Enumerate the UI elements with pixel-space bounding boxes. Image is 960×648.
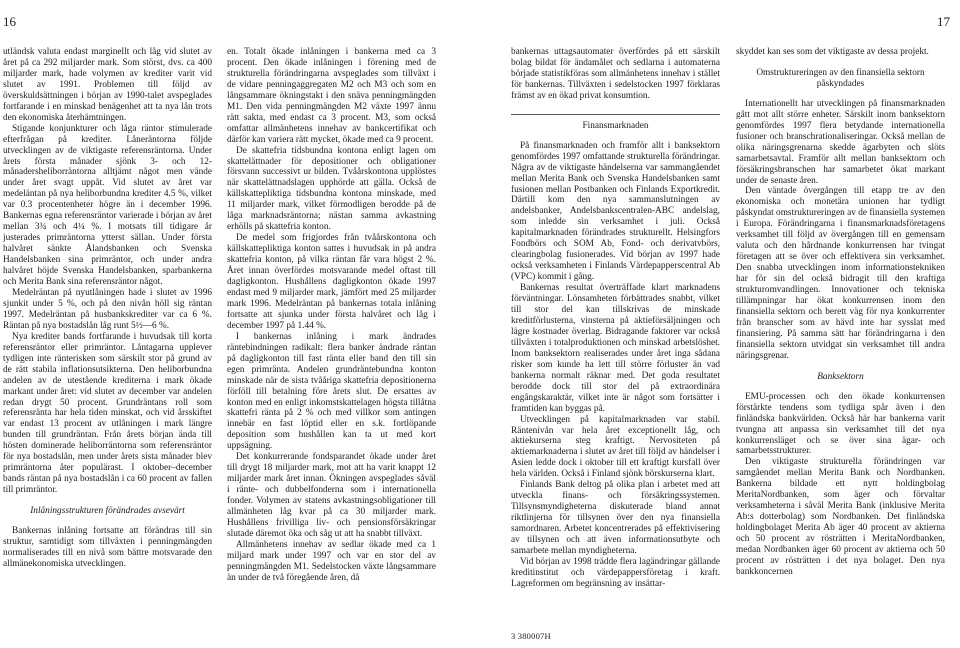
paragraph: EMU-processen och den ökade konkurrensen förstärkte tendens som tydliga spår även i den finländska bankvärlden. Också här har bankerna varit tvungna att anpassa sin verksamhet till det nya konkurrensläget och se över sina ägar- och samarbetsstrukturer. — [736, 391, 945, 457]
section-heading: Omstruktureringen av den finansiella sektorn påskyndades — [756, 67, 925, 89]
text-column-3 — [511, 47, 720, 643]
paragraph: Utvecklingen på kapitalmarknaden var stabil. Räntenivån var hela året exceptionellt låg, och aktiekurserna steg kraftigt. Nervositeten på aktiemarknaderna i slutet av året till följd av händelser i Asien ledde dock i oktober till ett kraftigt kursfall över hela världen. Också i Finland sjönk börskurserna klart. — [511, 414, 720, 480]
paragraph: bankernas uttagsautomater överfördes på ett särskilt bolag bildat för ändamålet och sedlarna i automaterna började statistikföras som allmänhetens innehav i stället för bankernas. Tillväxten i sedelstocken 1997 förklaras främst av en ökad privat konsumtion. — [511, 47, 720, 101]
text-column-2 — [227, 47, 436, 643]
section-heading: Banksektorn — [817, 371, 864, 382]
paragraph: Bankernas resultat överträffade klart marknadens förväntningar. Lönsamheten förbättrades snabbt, vilket till stor del kan tillskrivas de minskade kreditförlusterna, vinsterna på aktieförsäljningen och lägre kostnader överlag. Bidragande faktorer var också tillväxten i totalproduktionen och minskad arbetslöshet. Inom banksektorn realiserades under året inga sådana risker som kunde ha lett till större förluster än vad bankerna normalt räknar med. Det goda resultatet berodde dock till stor del på extraordinära engångskaraktär, vilket inte är något som fortsätter i framtiden kan byggas på. — [511, 283, 720, 414]
text-column-4 — [736, 47, 945, 643]
page-number-right: 17 — [937, 14, 950, 29]
paragraph: en. Totalt ökade inlåningen i bankerna med ca 3 procent. Den ökade inlåningen i förening med de strukturella förändringarna avspeglades som tillväxt i de vidare penningaggregaten M2 och M3 och som en långsammare ökningstakt i den snäva penningmängden M1. Den vida penningmängden M2 växte 1997 ännu rätt sakta, med endast ca 3 procent. M3, som också omfattar allmänhetens innehav av bankcertifikat och därför kan variera rätt mycket, ökade med ca 9 procent. — [227, 47, 436, 145]
printer-code: 3 380007H — [511, 631, 551, 641]
section-heading: Finansmarknaden — [511, 114, 720, 132]
paragraph: Allmänhetens innehav av sedlar ökade med ca 1 miljard mark under 1997 och var en stor del av penningmängden M1. Sedelstocken växte långsammare än under de två föregående åren, då — [227, 539, 436, 583]
paragraph: De skattefria tidsbundna kontona enligt lagen om skattelättnader för depositioner och obligationer försvann successivt ur bilden. Tvåårskontona upplöstes när skattelättnadslagen upphörde att gälla. Också de källskattepliktiga tidsbundna kontona minskade, med 11 miljarder mark, vilket förmodligen berodde på de låga marknadsräntorna; nästan samma avkastning erhölls på skattefria konton. — [227, 145, 436, 233]
paragraph: Internationellt har utvecklingen på finansmarknaden gått mot allt större enheter. Särskilt inom banksektorn genomfördes 1997 flera betydande internationella fusioner och branschrationaliseringar. Också mellan de olika näringsgrenarna skedde ägarbyten och slöts samarbetsavtal. Framför allt mellan banksektorn och försäkringsbranschen har samarbetet ökat markant under de senaste åren. — [736, 98, 945, 186]
paragraph: Medelräntan på nyutlåningen hade i slutet av 1996 sjunkit under 5 %, och på den nivån höll sig räntan 1997. Medelräntan på husbankskrediter var ca 6 %. Räntan på nya bostadslån låg runt 5½—6 %. — [3, 287, 212, 331]
paragraph: Den viktigaste strukturella förändringen var samgåendet mellan Merita Bank och Nordbanken. Bankerna bildade ett nytt holdingbolag MeritaNordbanken, som äger och förvaltar verksamheterna i såväl Merita Bank (inklusive Merita Ab:s dotterbolag) som Nordbanken. Det finländska holdingbolaget Merita Ab äger 40 procent av aktierna och 50 procent av rösträtten i MeritaNordbanken, medan Nordbanken äger 60 procent av aktierna och 50 procent av rösträtten i det nya bolaget. Den nya bankkoncernen — [736, 457, 945, 577]
paragraph: Stigande konjunkturer och låga räntor stimulerade efterfrågan på krediter. Låneräntorna följde utvecklingen av de viktigaste referensräntorna. Under årets första månader sjönk 3- och 12-månadersheliborräntorna alltjämt något men vände under året svagt uppåt. Vid slutet av året var medeläntan på nya heliborbundna krediter 4.5 %, vilket var 0.3 procentenheter högre än i december 1996. Bankernas egna referensräntor varierade i början av året mellan 3¾ och 4¼ %. I motsats till tidigare år justerades primräntorna ytterst sällan. Under första halvåret sänkte Ålandsbanken och Svenska Handelsbanken sina primräntor, och under andra halvåret höjde Svenska Handelsbanken, sparbankerna och Merita Bank sina referensräntor något. — [3, 123, 212, 288]
page-number-left: 16 — [3, 14, 16, 29]
paragraph: I bankernas inlåning i mark ändrades räntebindningen radikalt: flera banker ändrade räntan på dagligkonton till fast ränta eller band den till sin egen primränta. Andelen grundräntebundna konton minskade när de sista tvååriga skattefria depositionerna förföll till betalning före årets slut. De ersattes av konton med en enligt inkomstskattelagen högsta tillåtna skattefri ränta på 2 % och med villkor som antingen innebär en fast löptid eller en s.k. fortlöpande deposition som hushållen kan ta ut med kort uppsägning. — [227, 331, 436, 452]
paragraph: Bankernas inlåning fortsatte att förändras till sin struktur, samtidigt som tillväxten i penningmängden normaliserades till en nivå som bättre motsvarade den allmänekonomiska utvecklingen. — [3, 526, 212, 569]
paragraph: skyddet kan ses som det viktigaste av dessa projekt. — [736, 47, 929, 57]
paragraph: De medel som frigjordes från tvåårskontona och källskattepliktiga konton sattes i huvudsak in på andra skattefria konton, på vilka räntan får vara högst 2 %. Året innan överfördes motsvarande medel oftast till dagligkonton. Hushållens dagligkonton ökade 1997 endast med 9 miljarder mark, jämfört med 25 miljarder mark 1996. Medelräntan på bankernas totala inlåning fortsatte att sjunka under första halvåret och låg i december 1997 på 1.44 %. — [227, 233, 436, 331]
text-column-1 — [3, 47, 212, 643]
paragraph: Det konkurrerande fondsparandet ökade under året till drygt 18 miljarder mark, mot att ha varit knappt 12 miljarder mark året innan. Ökningen avspeglades såväl i ränte- och dubbelfonderna som i internationella fonder. Volymen av statens avkastningsobligationer till allmänheten låg kvar på ca 30 miljarder mark. Hushållens frivilliga liv- och pensionsförsäkringar slutade däremot öka och såg ut att ha snabbt tillväxt. — [227, 452, 436, 539]
section-heading: Inlåningsstrukturen förändrades avsevärt — [30, 506, 185, 517]
paragraph: Den väntade övergången till etapp tre av den ekonomiska och monetära unionen har tydligt påskyndat omstruktureringen av de finansiella systemen i Europa. Förändringarna i finansmarknadsföretagens verksamhet till följd av övergången till en gemensam valuta och den hårdnande konkurrensen har tvingat företagen att se över och effektivera sin verksamhet. Den snabba utvecklingen inom informationstekniken har för sin del också bidragit till den kraftiga strukturomvandlingen. Innovationer och tekniska tillämpningar har ökat konkurrensen inom den finansiella sektorn och berett väg för nya konkurrenter från branscher som av hävd inte har sysslat med finansiering. På samma sätt har förändringarna i den finansiella sektorn utvidgat sin verksamhet till andra näringsgrenar. — [736, 186, 945, 361]
paragraph: Finlands Bank deltog på olika plan i arbetet med att utveckla finans- och försäkringssystemen. Tillsynsmyndigheterna diskuterade bland annat riktlinjerna för tillsynen över den nya finansiella samordnaren. Arbetet koncentrerades på effektivisering av tillsynen och att även informationsutbyte och samarbete mellan myndigheterna. — [511, 480, 720, 556]
paragraph: utländsk valuta endast marginellt och låg vid slutet av året på ca 292 miljarder mark. Som störst, dvs. ca 400 miljarder mark, hade volymen av krediter varit vid slutet av 1991. Problemen till följd av överskuldsättningen i början av 1990-talet avspeglades fortfarande i en minskad benägenhet att ta nya lån trots den ekonomiska återhämtningen. — [3, 47, 212, 123]
paragraph: På finansmarknaden och framför allt i banksektorn genomfördes 1997 omfattande strukturella förändringar. Några av de viktigaste händelserna var sammangåendet mellan Merita Bank och Svenska Handelsbanken samt fusionen mellan Postbanken och Finlands Exportkredit. Därtill kom den nya sammanslutningen av andelsbanker, Andelsbankscentralen-ABC andelslag, som inledde sin verksamhet i juli. Också kapitalmarknaden förändrades strukturellt. Helsingfors Fondbörs och SOM Ab, Fond- och derivatvbörs, clearingbolag fusionerades. Vid början av 1997 hade också verksamheten i Finlands Värdepapperscentral Ab (VPC) kommit i gång. — [511, 140, 720, 283]
paragraph: Vid början av 1998 trädde flera lagändringar gällande kreditinstitut och värdepappersföretag i kraft. Lagreformen om begränsning av insättar- — [511, 556, 720, 589]
paragraph: Nya krediter bands fortfarande i huvudsak till korta referensräntor eller primräntor. Låntagarna upplever tydligen inte ränterisken som särskilt stor på grund av de rätt stabila inflationsutsikterna. Den heliborbundna andelen av de utestående krediterna i mark ökade markant under året: vid slutet av december var andelen redan drygt 50 procent. Grundräntans roll som referensränta har hela tiden minskat, och vid årsskiftet var endast 13 procent av utlåningen i mark längre bunden till grundräntan. Från årets början ända till hösten dominerade heliborräntorna som referensräntor för nya bostadslån, men under årets sista månader blev primräntorna åter populärast. I oktober–december bands räntan på nya bostadslån i ca 60 procent av fallen till primräntor. — [3, 331, 212, 496]
